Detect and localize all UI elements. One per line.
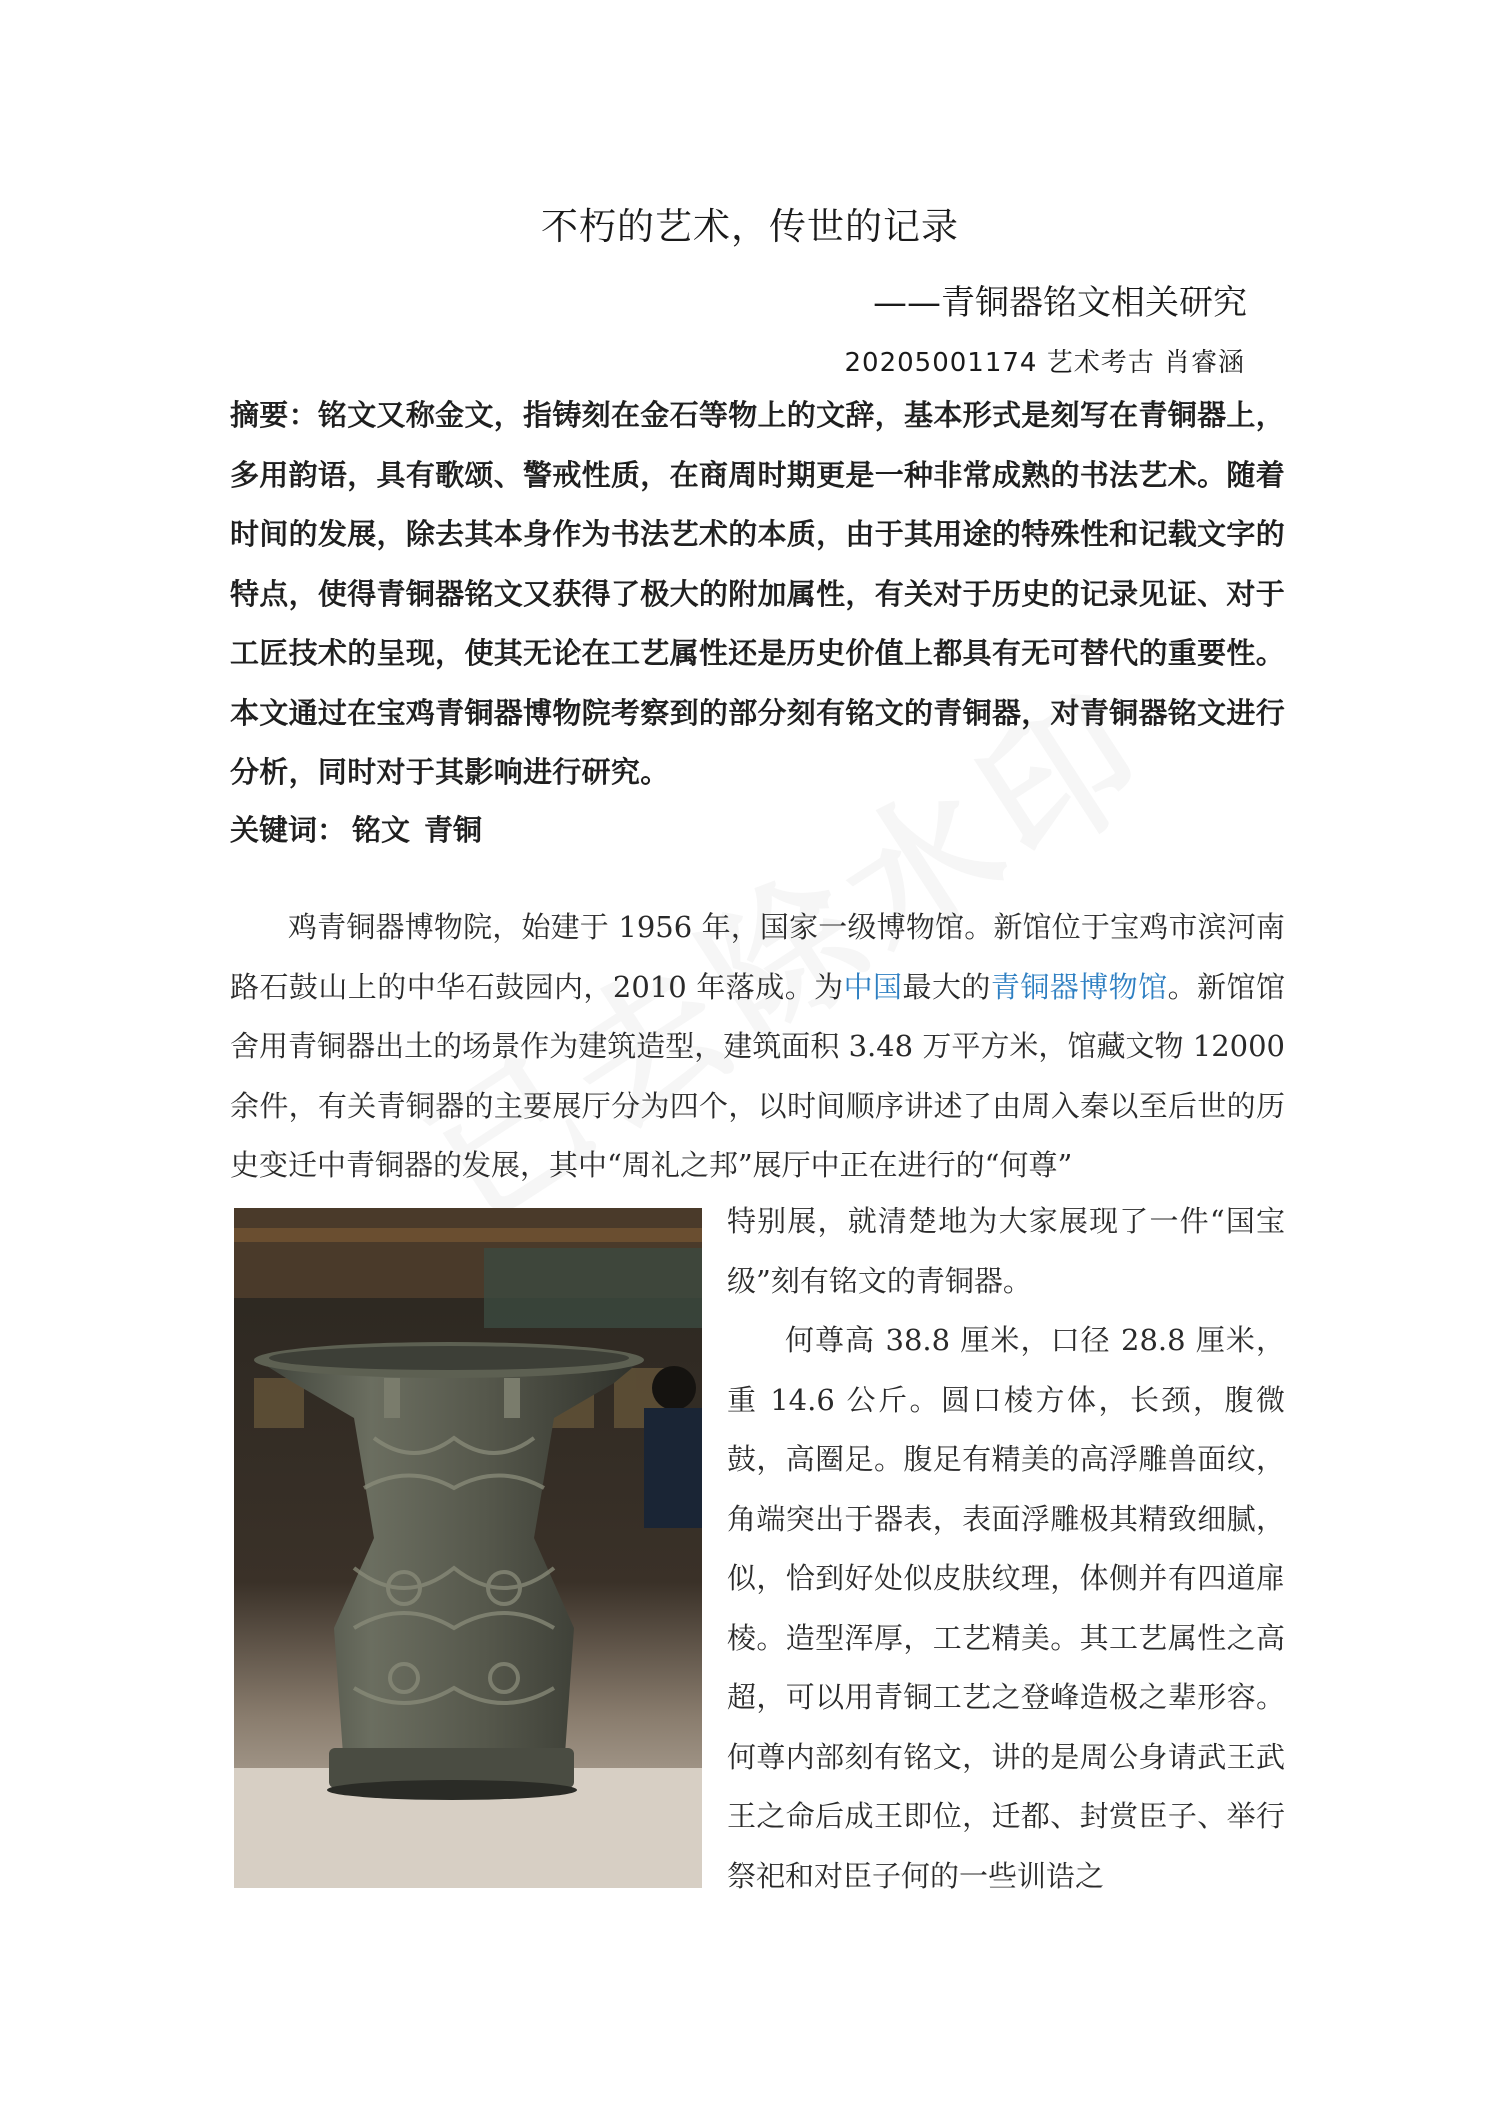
body-paragraph-1 [230, 898, 1285, 1196]
keywords-line [230, 808, 482, 849]
author-line: 20205001174 艺术考古 肖睿涵 [844, 348, 1245, 378]
para1-text-a: 鸡青铜器博物院，始建于 1956 年，国家一级博物馆。新馆位于宝鸡市滨河南路石鼓山上的中华石鼓园内，2010 年落成。为 [230, 910, 1285, 1004]
abstract-paragraph: 摘要：铭文又称金文，指铸刻在金石等物上的文辞，基本形式是刻写在青铜器上，多用韵语，具有歌颂、警戒性质，在商周时期更是一种非常成熟的书法艺术。随着时间的发展，除去其本身作为书法艺术的本质，由于其用途的特殊性和记载文字的特点，使得青铜器铭文又获得了极大的附加属性，有关对于历史的记录见证、对于工匠技术的呈现，使其无论在工艺属性还是历史价值上都具有无可替代的重要性。本文通过在宝鸡青铜器博物院考察到的部分刻有铭文的青铜器，对青铜器铭文进行分析，同时对于其影响进行研究。 [230, 398, 1285, 789]
keyword-item: 铭文 [352, 813, 411, 847]
link-bronze-museum[interactable]: 青铜器博物馆 [990, 969, 1168, 1004]
para1-text-b: 最大的 [902, 969, 991, 1004]
body-paragraph-1-continued: 特别展，就清楚地为大家展现了一件“国宝级”刻有铭文的青铜器。 [727, 1204, 1285, 1298]
document-subtitle: ——青铜器铭文相关研究 [873, 283, 1247, 323]
para1-text-c: 。新馆馆舍用青铜器出土的场景作为建筑造型，建筑面积 3.48 万平方米，馆藏文物 12000 余件，有关青铜器的主要展厅分为四个，以时间顺序讲述了由周入秦以至后世的历史变迁中青铜器的发展，其中“周礼之邦”展厅中正在进行的“何尊” [230, 969, 1285, 1182]
body-side-column [727, 1192, 1285, 1906]
he-zun-photo [234, 1208, 702, 1888]
keywords-label: 关键词： [230, 813, 347, 847]
body-paragraph-2: 何尊高 38.8 厘米，口径 28.8 厘米，重 14.6 公斤。圆口棱方体，长颈，腹微鼓，高圈足。腹足有精美的高浮雕兽面纹，角端突出于器表，表面浮雕极其精致细腻，似，恰到好处似皮肤纹理，体侧并有四道扉棱。造型浑厚，工艺精美。其工艺属性之高超，可以用青铜工艺之登峰造极之辈形容。何尊内部刻有铭文，讲的是周公身请武王武王之命后成王即位，迁都、封赏臣子、举行祭祀和对臣子何的一些训诰之 [727, 1323, 1285, 1893]
keyword-item: 青铜 [424, 813, 483, 847]
link-china[interactable]: 中国 [843, 969, 903, 1004]
document-title: 不朽的艺术，传世的记录 [541, 205, 959, 248]
